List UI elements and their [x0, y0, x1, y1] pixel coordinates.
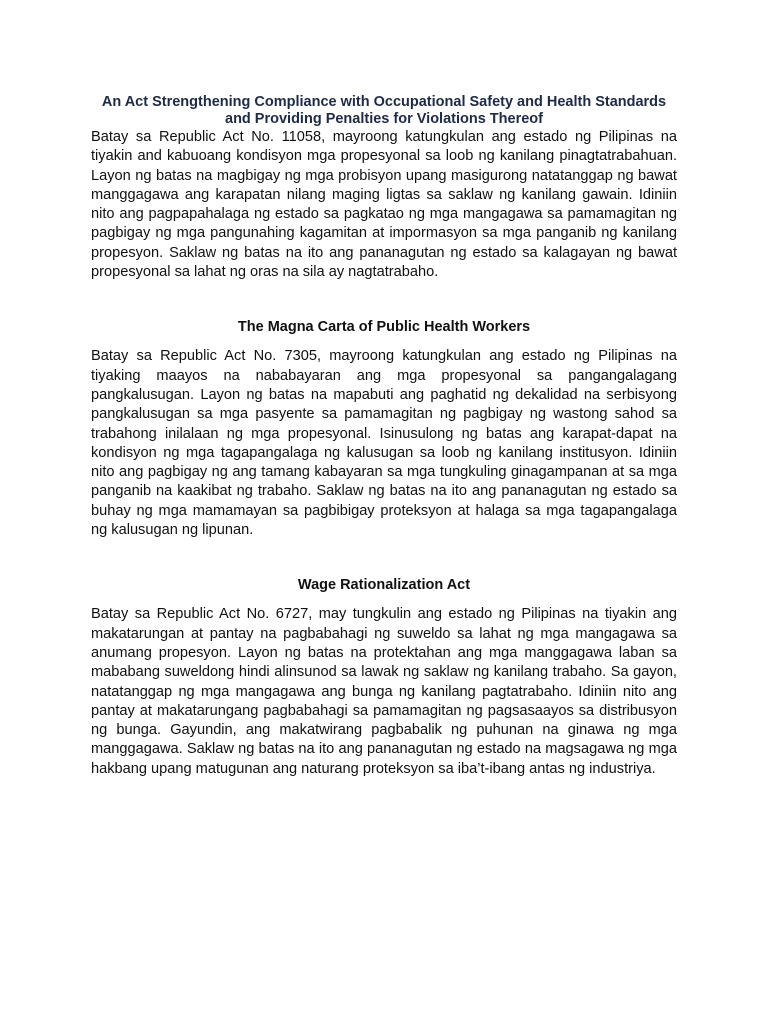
spacer [91, 337, 677, 347]
section-body-osh-act: Batay sa Republic Act No. 11058, mayroong katungkulan ang estado ng Pilipinas na tiyakin and kabuoang kondisyon mga propesyonal sa loob ng kanilang pinagtatrabahuan. Layon ng batas na magbigay ng mga probisyon upang masigurong natatanggap ng bawat manggagawa ang karapatan nilang maging ligtas sa saklaw ng kanilang gawain. Idiniin nito ang pagpapahalaga ng estado sa pagkatao ng mga mangagawa sa pamamagitan ng pagbigay ng mga pangunahing kagamitan at impormasyon sa mga panganib ng kanilang propesyon. Saklaw ng batas na ito ang pananagutan ng estado sa kalagayan ng bawat propesyonal sa lahat ng oras na sila ay nagtatrabaho. [91, 129, 677, 281]
section-title-wage-rationalization: Wage Rationalization Act [297, 577, 471, 594]
section-body-magna-carta: Batay sa Republic Act No. 7305, mayroong katungkulan ang estado ng Pilipinas na tiyaking maayos na nababayaran ang mga propesyonal sa pangangalagang pangkalusugan. Layon ng batas na mapabuti ang paghatid ng dekalidad na serbisyong pangkalusugan sa mga pasyente sa pamamagitan ng pagbigay ng wastong sahod sa trabahong inilalaan ng mga propesyonal. Isinusulong ng batas ang karapat-dapat na kondisyon ng mga tagapangalaga ng kalusugan sa loob ng kanilang institusyon. Idiniin nito ang pagbigay ng ang tamang kabayaran sa mga tungkuling ginagampanan at sa mga panganib na kaakibat ng trabaho. Saklaw ng batas na ito ang pananagutan ng estado sa buhay ng mga mamamayan sa pagbibigay proteksyon at halaga sa mga tagapangalaga ng kalusugan ng lipunan. [91, 348, 677, 539]
spacer [91, 282, 677, 318]
section-title-osh-act: An Act Strengthening Compliance with Occupational Safety and Health Standards and Providing Penalties for Violations Thereof [101, 94, 667, 127]
section-title-magna-carta: The Magna Carta of Public Health Workers [237, 319, 531, 336]
section-body-wage-rationalization: Batay sa Republic Act No. 6727, may tungkulin ang estado ng Pilipinas na tiyakin ang makatarungan at pantay na pagbabahagi ng suweldo sa lahat ng mga mangagawa sa anumang propesyon. Layon ng batas na protektahan ang mga manggagawa laban sa mababang suweldong hindi alinsunod sa lawak ng saklaw ng kanilang trabaho. Sa gayon, natatanggap ng mga mangagawa ang bunga ng kanilang pagtatrabaho. Idiniin nito ang pantay at makatarungang pagbabahagi sa pamamagitan ng pagsasaayos sa distribusyon ng bunga. Gayundin, ang makatwirang pagbabalik ng puhunan na ginawa ng mga manggagawa. Saklaw ng batas na ito ang pananagutan ng estado na magsagawa ng mga hakbang upang matugunan ang naturang proteksyon sa iba’t-ibang antas ng industriya. [91, 606, 677, 777]
spacer [91, 540, 677, 576]
document-page [91, 94, 677, 779]
spacer [91, 595, 677, 605]
